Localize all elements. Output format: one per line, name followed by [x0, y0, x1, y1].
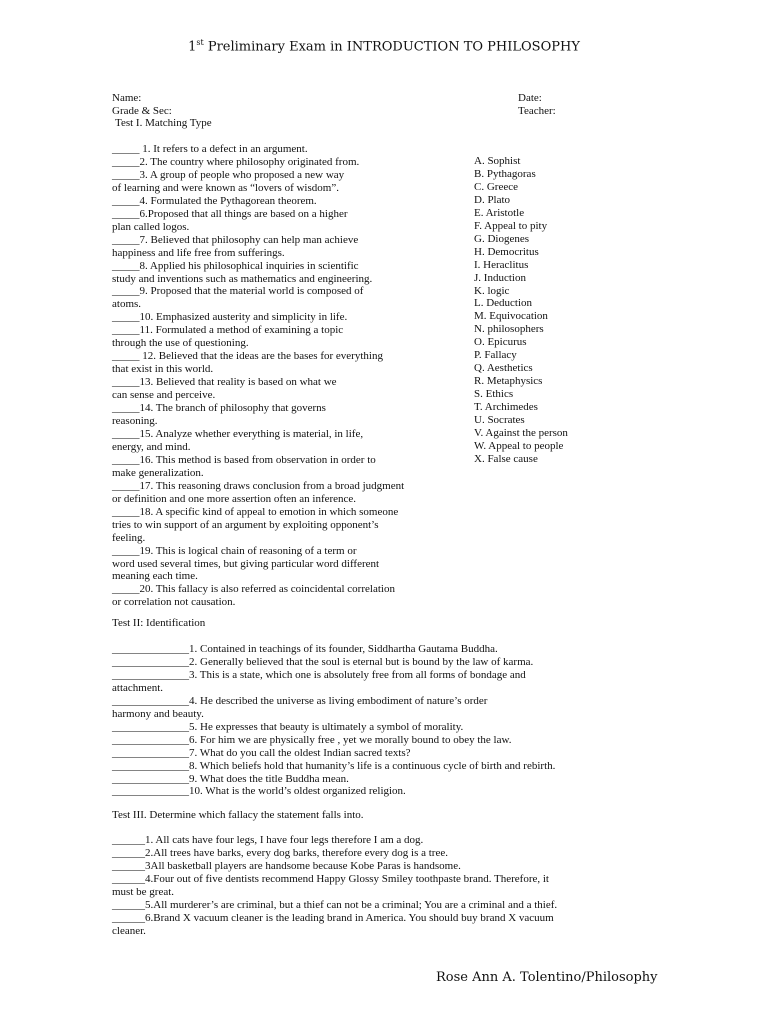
test1-question-line: study and inventions such as mathematics and engineering.	[112, 272, 373, 285]
test1-options	[474, 155, 568, 466]
test1-option: R. Metaphysics	[474, 375, 543, 388]
test3-question-line: must be great.	[112, 885, 175, 898]
test1-question-line: or correlation not causation.	[112, 596, 236, 609]
test1-question-line: _____14. The branch of philosophy that governs	[112, 402, 326, 415]
test1-question-line: that exist in this world.	[112, 363, 214, 376]
test1-option: E. Aristotle	[474, 206, 525, 219]
test1-question-line: _____7. Believed that philosophy can help man achieve	[112, 233, 359, 246]
test1-option: Q. Aesthetics	[474, 362, 533, 375]
test2-question-line: harmony and beauty.	[112, 707, 204, 720]
test1-question-line: _____18. A specific kind of appeal to emotion in which someone	[112, 505, 399, 518]
test1-question-line: plan called logos.	[112, 220, 190, 233]
test1-question-line: _____20. This fallacy is also referred as coincidental correlation	[112, 583, 395, 596]
test2-question-line: ______________1. Contained in teachings of its founder, Siddhartha Gautama Buddha.	[112, 643, 498, 655]
test1-question-line: _____2. The country where philosophy originated from.	[112, 155, 360, 168]
test2-question-line: attachment.	[112, 681, 164, 694]
test3-question-line: ______3All basketball players are handsome because Kobe Paras is handsome.	[112, 859, 461, 872]
test2-question-line: ______________5. He expresses that beauty is ultimately a symbol of morality.	[112, 720, 464, 733]
test1-heading: Test I. Matching Type	[115, 117, 212, 129]
test2-question-line: ______________4. He described the universe as living embodiment of nature’s order	[112, 694, 488, 707]
title-text: Preliminary Exam in INTRODUCTION TO PHILOSOPHY	[207, 39, 580, 55]
test1-option: L. Deduction	[474, 297, 533, 310]
test1-option: H. Democritus	[474, 245, 539, 258]
test1-question-line: energy, and mind.	[112, 440, 191, 453]
test1-option: G. Diogenes	[474, 232, 529, 245]
test1-question-line: happiness and life free from sufferings.	[112, 246, 285, 259]
test1-question-line: _____4. Formulated the Pythagorean theorem.	[112, 194, 317, 207]
test3-question-line: cleaner.	[112, 924, 146, 937]
test2-question-line: ______________10. What is the world’s oldest organized religion.	[112, 785, 406, 798]
test3-question-line: ______5.All murderer’s are criminal, but a thief can not be a criminal; You are a criminal and a thief.	[112, 898, 558, 911]
test2-question-line: ______________7. What do you call the oldest Indian sacred texts?	[112, 746, 411, 759]
test1-question-line: _____10. Emphasized austerity and simplicity in life.	[112, 311, 348, 324]
test1-question-line: _____ 1. It refers to a defect in an argument.	[112, 143, 308, 155]
test3-question-line: ______4.Four out of five dentists recommend Happy Glossy Smiley toothpaste brand. Therefore, it	[112, 872, 549, 885]
test1-question-line: feeling.	[112, 531, 146, 544]
test3-question-line: ______2.All trees have barks, every dog barks, therefore every dog is a tree.	[112, 846, 448, 859]
test1-option: A. Sophist	[474, 155, 521, 167]
test1-option: J. Induction	[474, 271, 526, 284]
test1-option: K. logic	[474, 284, 510, 297]
test1-option: M. Equivocation	[474, 310, 548, 323]
test1-question-line: can sense and perceive.	[112, 389, 216, 402]
test1-option: S. Ethics	[474, 388, 514, 401]
test3-question-line: ______1. All cats have four legs, I have four legs therefore I am a dog.	[112, 834, 424, 846]
test1-question-line: _____ 12. Believed that the ideas are the bases for everything	[112, 350, 383, 363]
test1-question-line: _____9. Proposed that the material world is composed of	[112, 285, 364, 298]
test1-question-line: through the use of questioning.	[112, 337, 249, 350]
test1-question-line: _____13. Believed that reality is based on what we	[112, 376, 337, 389]
test1-question-line: _____6.Proposed that all things are based on a higher	[112, 207, 348, 220]
test1-option: B. Pythagoras	[474, 167, 536, 180]
test1-question-line: meaning each time.	[112, 570, 198, 583]
test2-question-line: ______________8. Which beliefs hold that humanity’s life is a continuous cycle of birth and rebirth.	[112, 759, 556, 772]
test1-option: T. Archimedes	[474, 401, 538, 414]
teacher-label: Teacher:	[518, 105, 556, 117]
test2-question-line: ______________2. Generally believed that the soul is eternal but is bound by the law of karma.	[112, 655, 534, 668]
test1-question-line: _____16. This method is based from observation in order to	[112, 453, 376, 466]
test1-questions	[112, 143, 404, 609]
test1-question-line: of learning and were known as “lovers of wisdom”.	[112, 181, 339, 194]
test1-option: I. Heraclitus	[474, 258, 529, 271]
footer-author: Rose Ann A. Tolentino/Philosophy	[436, 970, 658, 985]
test2-question-line: ______________6. For him we are physically free , yet we morally bound to obey the law.	[112, 733, 512, 746]
test1-option: C. Greece	[474, 180, 518, 193]
test2-question-line: ______________3. This is a state, which one is absolutely free from all forms of bondage and	[112, 668, 526, 681]
title-ordinal-suffix: st	[196, 38, 204, 47]
date-label: Date:	[518, 92, 542, 104]
test2-heading: Test II: Identification	[112, 617, 206, 629]
test1-option: X. False cause	[474, 452, 538, 465]
test1-question-line: _____15. Analyze whether everything is material, in life,	[112, 427, 364, 440]
grade-label: Grade & Sec:	[112, 105, 172, 117]
name-label: Name:	[112, 92, 142, 104]
test2-question-line: ______________9. What does the title Buddha mean.	[112, 772, 349, 785]
test2-questions	[112, 643, 555, 798]
test1-question-line: tries to win support of an argument by exploiting opponent’s	[112, 518, 379, 531]
test1-option: P. Fallacy	[474, 349, 517, 362]
test1-question-line: reasoning.	[112, 415, 158, 428]
test3-heading: Test III. Determine which fallacy the statement falls into.	[112, 809, 364, 821]
test1-option: D. Plato	[474, 193, 511, 206]
test1-question-line: word used several times, but giving particular word different	[112, 557, 380, 570]
title-ordinal: 1	[188, 39, 197, 55]
test1-question-line: _____11. Formulated a method of examining a topic	[112, 324, 344, 337]
test1-question-line: _____19. This is logical chain of reasoning of a term or	[112, 544, 357, 557]
test1-option: N. philosophers	[474, 323, 544, 336]
test1-option: U. Socrates	[474, 414, 525, 427]
test1-question-line: or definition and one more assertion often an inference.	[112, 492, 357, 505]
page-title	[0, 38, 768, 54]
test1-option: F. Appeal to pity	[474, 219, 548, 232]
test1-option: O. Epicurus	[474, 336, 527, 349]
test1-question-line: _____8. Applied his philosophical inquiries in scientific	[112, 259, 359, 272]
test3-question-line: ______6.Brand X vacuum cleaner is the leading brand in America. You should buy brand X vacuum	[112, 911, 554, 924]
test1-question-line: make generalization.	[112, 466, 204, 479]
test1-question-line: _____3. A group of people who proposed a new way	[112, 168, 345, 181]
test1-question-line: atoms.	[112, 298, 142, 311]
test1-question-line: _____17. This reasoning draws conclusion from a broad judgment	[112, 479, 405, 492]
test1-option: W. Appeal to people	[474, 439, 564, 452]
test1-option: V. Against the person	[474, 427, 568, 440]
test3-questions	[112, 834, 557, 938]
